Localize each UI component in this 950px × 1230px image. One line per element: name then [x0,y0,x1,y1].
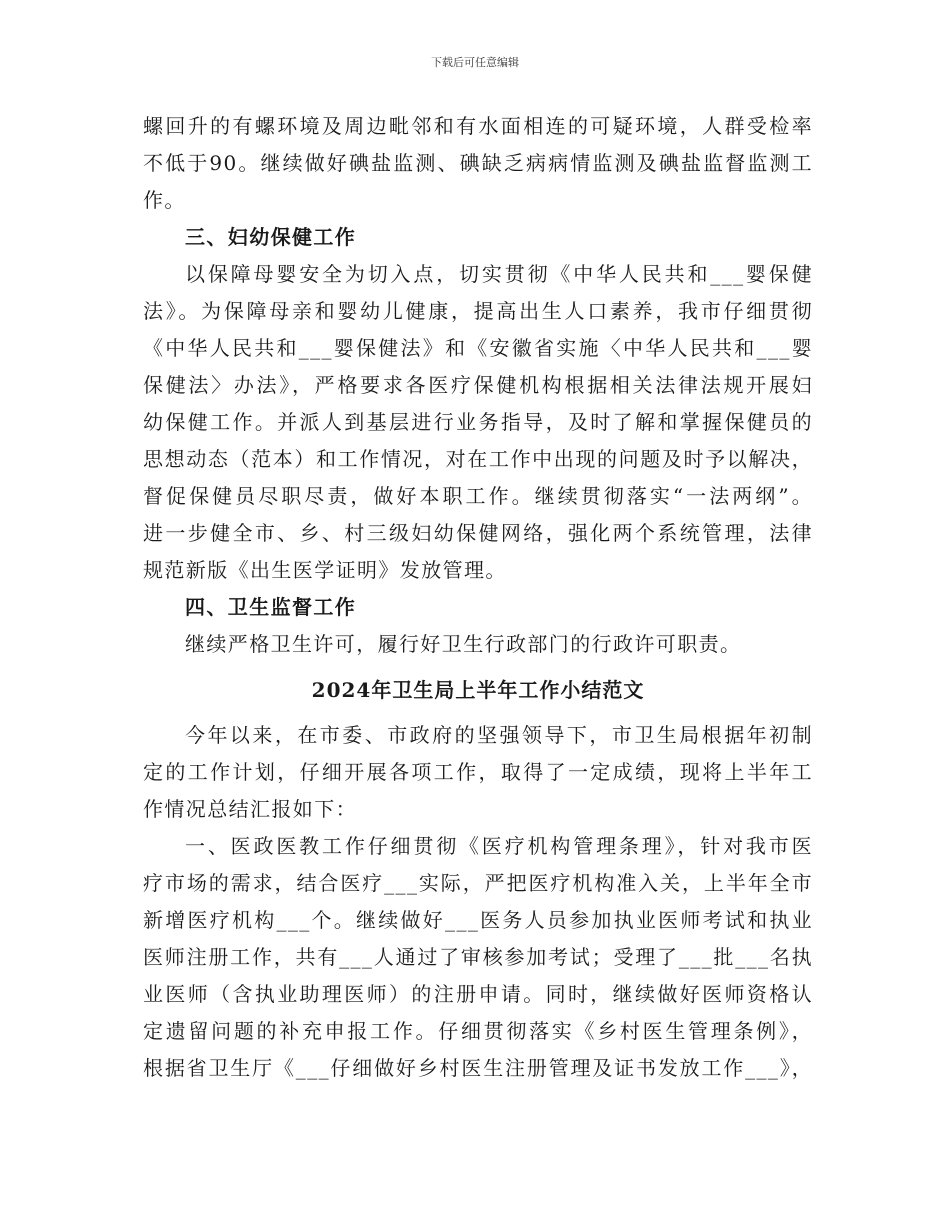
section-heading-maternal-child: 三、妇幼保健工作 [185,225,357,249]
text-line: 螺回升的有螺环境及周边毗邻和有水面相连的可疑环境，人群受检率 [143,114,813,138]
text-line: 规范新版《出生医学证明》发放管理。 [143,558,507,582]
text-line: 医师注册工作，共有___人通过了审核参加考试；受理了___批___名执 [143,945,813,969]
text-line: 《中华人民共和___婴保健法》和《安徽省实施〈中华人民共和___婴 [143,336,813,360]
text-line: 业医师（含执业助理医师）的注册申请。同时，继续做好医师资格认 [143,982,813,1006]
text-line: 新增医疗机构___个。继续做好___医务人员参加执业医师考试和执业 [143,908,813,932]
text-line: 法》。为保障母亲和婴幼儿健康，提高出生人口素养，我市仔细贯彻 [143,299,813,323]
text-line: 作情况总结汇报如下： [143,797,357,821]
text-line: 督促保健员尽职尽责，做好本职工作。继续贯彻落实“一法两纲”。 [143,484,813,508]
paragraph-intro [143,717,813,828]
text-line: 疗市场的需求，结合医疗___实际，严把医疗机构准入关，上半年全市 [143,871,813,895]
text-line: 作。 [143,188,186,212]
paragraph-schistosomiasis [143,108,813,219]
paragraph-medical-administration [143,828,813,1087]
text-line: 幼保健工作。并派人到基层进行业务指导，及时了解和掌握保健员的 [143,410,813,434]
text-line: 定遗留问题的补充申报工作。仔细贯彻落实《乡村医生管理条例》， [143,1019,813,1043]
text-line: 保健法〉办法》，严格要求各医疗保健机构根据相关法律法规开展妇 [143,373,813,397]
text-line: 思想动态（范本）和工作情况，对在工作中出现的问题及时予以解决， [143,447,813,471]
document-body [143,108,813,1087]
text-line: 继续严格卫生许可，履行好卫生行政部门的行政许可职责。 [185,632,742,656]
text-line: 以保障母婴安全为切入点，切实贯彻《中华人民共和___婴保健 [185,262,813,286]
text-line: 根据省卫生厅《___仔细做好乡村医生注册管理及证书发放工作___》， [143,1056,813,1080]
text-line: 不低于90。继续做好碘盐监测、碘缺乏病病情监测及碘盐监督监测工 [143,151,813,175]
page-header: 下载后可任意编辑 [431,56,519,69]
text-line: 定的工作计划，仔细开展各项工作，取得了一定成绩，现将上半年工 [143,760,813,784]
section-heading-health-supervision: 四、卫生监督工作 [185,595,357,619]
article-title: 2024年卫生局上半年工作小结范文 [311,678,645,702]
paragraph-health-supervision [143,626,813,663]
text-line: 一、医政医教工作仔细贯彻《医疗机构管理条理》，针对我市医 [185,834,813,858]
text-line: 今年以来，在市委、市政府的坚强领导下，市卫生局根据年初制 [185,723,813,747]
text-line: 进一步健全市、乡、村三级妇幼保健网络，强化两个系统管理，法律 [143,521,813,545]
paragraph-maternal-child [143,256,813,589]
